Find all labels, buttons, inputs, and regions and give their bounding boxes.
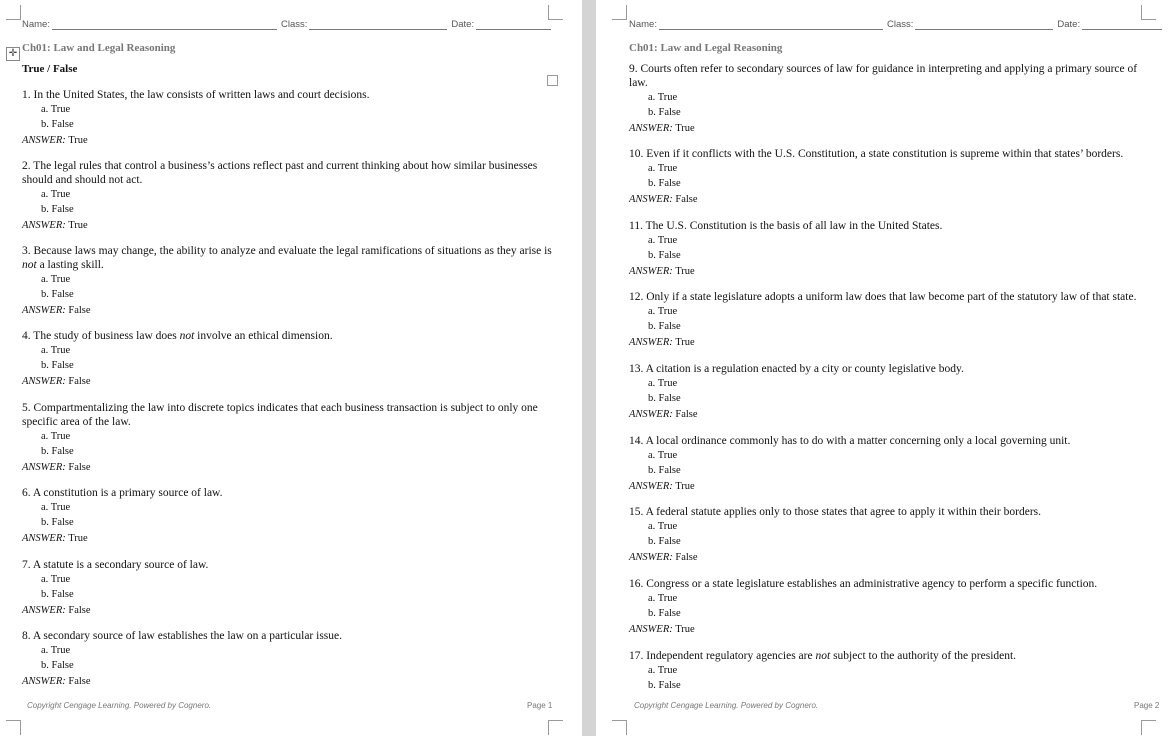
answer-line	[629, 407, 1149, 422]
answer-label: ANSWER:	[629, 266, 673, 277]
class-label: Class:	[886, 19, 914, 30]
question-body: A local ordinance commonly has to do with a matter concerning only a local governing unit.	[645, 435, 1071, 447]
question-text	[629, 505, 1149, 519]
answer-option: b. False	[41, 204, 74, 215]
name-line	[52, 17, 277, 30]
answer-option: b. False	[41, 289, 74, 300]
answer-option: b. False	[648, 250, 681, 261]
table-move-handle-icon[interactable]: ✛	[6, 47, 20, 61]
question-number: 6.	[22, 487, 31, 499]
answer-option: b. False	[648, 107, 681, 118]
question-item	[629, 649, 1149, 693]
answer-option: b. False	[41, 446, 74, 457]
question-text	[22, 629, 552, 643]
document-page-1[interactable]	[0, 0, 582, 736]
copyright-text: Copyright Cengage Learning. Powered by Cognero.	[27, 701, 212, 710]
answer-label: ANSWER:	[22, 533, 66, 544]
page-header	[629, 17, 1166, 30]
question-body-pre: The study of business law does	[33, 330, 180, 342]
question-item	[629, 147, 1149, 207]
answer-label: ANSWER:	[629, 552, 673, 563]
answer-option: a. True	[648, 235, 678, 246]
question-body: The U.S. Constitution is the basis of all law in the United States.	[645, 220, 943, 232]
question-item	[22, 401, 552, 475]
name-line	[659, 17, 883, 30]
page-gutter	[582, 0, 596, 736]
question-number: 11.	[629, 220, 643, 232]
question-emphasis: not	[22, 259, 37, 271]
question-text	[22, 558, 552, 572]
answer-option: b. False	[648, 321, 681, 332]
question-body-post: subject to the authority of the president.	[830, 650, 1017, 662]
question-item	[22, 329, 552, 389]
answer-line	[22, 303, 552, 318]
crop-mark	[612, 5, 627, 20]
footer-copyright	[634, 701, 818, 710]
question-emphasis: not	[815, 650, 831, 662]
question-number: 10.	[629, 148, 644, 160]
answer-option: b. False	[648, 536, 681, 547]
answer-value: True	[675, 266, 695, 277]
question-emphasis: not	[179, 330, 195, 342]
question-text	[629, 434, 1149, 448]
question-body: Only if a state legislature adopts a uniform law does that law become part of the statutory law of that state.	[646, 291, 1137, 303]
question-body: Courts often refer to secondary sources of law for guidance in interpreting and applying a primary source of law.	[629, 63, 1138, 89]
question-body-pre: Independent regulatory agencies are	[646, 650, 816, 662]
answer-label: ANSWER:	[22, 376, 66, 387]
question-item	[629, 434, 1149, 494]
crop-mark	[612, 720, 627, 735]
answer-option: a. True	[648, 521, 678, 532]
answer-line	[629, 264, 1149, 279]
document-page-2[interactable]	[596, 0, 1169, 736]
answer-option: a. True	[41, 104, 71, 115]
question-body: Compartmentalizing the law into discrete topics indicates that each business transaction is subject to only one specific area of the law.	[22, 402, 538, 428]
question-number: 13.	[629, 363, 644, 375]
chapter-title: Ch01: Law and Legal Reasoning	[629, 42, 783, 54]
question-text	[629, 290, 1149, 304]
answer-line	[22, 374, 552, 389]
crop-mark	[6, 5, 21, 20]
answer-value: False	[675, 194, 698, 205]
question-number: 16.	[629, 578, 644, 590]
answer-option: b. False	[648, 608, 681, 619]
question-item	[22, 159, 552, 233]
date-label: Date:	[451, 19, 475, 30]
answer-value: True	[675, 624, 695, 635]
answer-option: a. True	[648, 306, 678, 317]
answer-value: True	[68, 533, 88, 544]
answer-label: ANSWER:	[629, 409, 673, 420]
date-label: Date:	[1057, 19, 1081, 30]
answer-option: b. False	[41, 589, 74, 600]
question-number: 14.	[629, 435, 644, 447]
name-label: Name:	[22, 19, 50, 30]
answer-value: False	[68, 462, 91, 473]
answer-option: a. True	[648, 378, 678, 389]
question-text	[629, 649, 1149, 663]
page-number: Page 2	[1134, 701, 1160, 710]
answer-label: ANSWER:	[629, 337, 673, 348]
question-item	[629, 362, 1149, 422]
answer-value: True	[675, 481, 695, 492]
question-number: 2.	[22, 160, 31, 172]
question-number: 15.	[629, 506, 644, 518]
question-item	[22, 244, 552, 318]
question-body-post: a lasting skill.	[36, 259, 104, 271]
section-title: True / False	[22, 63, 78, 75]
question-text	[629, 62, 1149, 90]
answer-option: a. True	[648, 163, 678, 174]
question-body: In the United States, the law consists of written laws and court decisions.	[33, 89, 370, 101]
answer-value: False	[68, 676, 91, 687]
question-item	[22, 558, 552, 618]
answer-option: a. True	[41, 645, 71, 656]
question-text	[22, 401, 552, 429]
question-number: 7.	[22, 559, 31, 571]
name-label: Name:	[629, 19, 657, 30]
answer-option: a. True	[41, 574, 71, 585]
answer-option: b. False	[41, 360, 74, 371]
crop-mark	[6, 720, 21, 735]
answer-option: b. False	[41, 660, 74, 671]
question-body-pre: Because laws may change, the ability to analyze and evaluate the legal ramifications of situations as they arise is	[33, 245, 552, 257]
answer-label: ANSWER:	[22, 135, 66, 146]
answer-line	[629, 550, 1149, 565]
answer-value: True	[675, 337, 695, 348]
answer-value: False	[68, 605, 91, 616]
answer-value: False	[675, 409, 698, 420]
question-item	[22, 486, 552, 546]
answer-option: b. False	[648, 393, 681, 404]
answer-label: ANSWER:	[22, 676, 66, 687]
question-item	[629, 62, 1149, 136]
crop-mark	[1141, 720, 1156, 735]
question-body: The legal rules that control a business’s actions reflect past and current thinking about how similar businesses should and should not act.	[22, 160, 538, 186]
answer-line	[22, 133, 552, 148]
question-number: 12.	[629, 291, 644, 303]
answer-line	[629, 622, 1149, 637]
chapter-title: Ch01: Law and Legal Reasoning	[22, 42, 176, 54]
question-number: 9.	[629, 63, 638, 75]
class-label: Class:	[280, 19, 308, 30]
question-text	[22, 88, 552, 102]
class-line	[915, 17, 1053, 30]
answer-option: a. True	[41, 274, 71, 285]
answer-value: True	[675, 123, 695, 134]
crop-mark	[548, 720, 563, 735]
answer-line	[629, 192, 1149, 207]
answer-option: a. True	[648, 92, 678, 103]
question-number: 5.	[22, 402, 31, 414]
answer-option: b. False	[648, 680, 681, 691]
answer-label: ANSWER:	[22, 462, 66, 473]
answer-value: False	[68, 305, 91, 316]
answer-option: b. False	[648, 178, 681, 189]
answer-value: False	[675, 552, 698, 563]
page-header	[22, 17, 555, 30]
answer-line	[22, 531, 552, 546]
question-item	[629, 577, 1149, 637]
question-number: 17.	[629, 650, 644, 662]
question-body-post: involve an ethical dimension.	[194, 330, 333, 342]
answer-option: a. True	[648, 450, 678, 461]
question-body: A constitution is a primary source of law.	[32, 487, 223, 499]
date-line	[476, 17, 551, 30]
question-text	[22, 159, 552, 187]
answer-option: a. True	[41, 431, 71, 442]
answer-line	[22, 674, 552, 689]
table-resize-handle-icon[interactable]	[547, 75, 558, 86]
question-item	[22, 88, 552, 148]
page-number: Page 1	[527, 701, 553, 710]
answer-line	[629, 479, 1149, 494]
answer-value: True	[68, 220, 88, 231]
question-text	[629, 362, 1149, 376]
answer-option: a. True	[648, 665, 678, 676]
answer-label: ANSWER:	[22, 220, 66, 231]
answer-label: ANSWER:	[629, 624, 673, 635]
answer-label: ANSWER:	[22, 605, 66, 616]
answer-label: ANSWER:	[629, 194, 673, 205]
question-number: 4.	[22, 330, 31, 342]
answer-option: b. False	[41, 119, 74, 130]
question-body: Even if it conflicts with the U.S. Constitution, a state constitution is supreme within that states’ borders.	[646, 148, 1124, 160]
question-text	[22, 244, 552, 272]
answer-option: b. False	[648, 465, 681, 476]
answer-value: False	[68, 376, 91, 387]
question-body: A statute is a secondary source of law.	[32, 559, 209, 571]
class-line	[309, 17, 447, 30]
answer-line	[22, 603, 552, 618]
question-item	[22, 629, 552, 689]
question-text	[22, 329, 552, 343]
question-item	[629, 505, 1149, 565]
answer-line	[629, 335, 1149, 350]
question-body: A citation is a regulation enacted by a city or county legislative body.	[645, 363, 964, 375]
answer-option: a. True	[41, 189, 71, 200]
answer-option: a. True	[648, 593, 678, 604]
question-body: A federal statute applies only to those states that agree to apply it within their borders.	[645, 506, 1041, 518]
question-text	[629, 577, 1149, 591]
question-text	[629, 219, 1149, 233]
answer-label: ANSWER:	[629, 481, 673, 492]
date-line	[1082, 17, 1162, 30]
answer-label: ANSWER:	[629, 123, 673, 134]
answer-line	[22, 460, 552, 475]
answer-option: b. False	[41, 517, 74, 528]
question-text	[22, 486, 552, 500]
footer-copyright	[27, 701, 211, 710]
question-number: 1.	[22, 89, 31, 101]
question-number: 8.	[22, 630, 31, 642]
question-body: Congress or a state legislature establishes an administrative agency to perform a specific function.	[646, 578, 1098, 590]
question-body: A secondary source of law establishes the law on a particular issue.	[32, 630, 342, 642]
answer-label: ANSWER:	[22, 305, 66, 316]
answer-line	[629, 121, 1149, 136]
answer-line	[22, 218, 552, 233]
answer-value: True	[68, 135, 88, 146]
question-number: 3.	[22, 245, 31, 257]
answer-option: a. True	[41, 502, 71, 513]
copyright-text: Copyright Cengage Learning. Powered by Cognero.	[634, 701, 819, 710]
question-item	[629, 290, 1149, 350]
question-text	[629, 147, 1149, 161]
question-item	[629, 219, 1149, 279]
answer-option: a. True	[41, 345, 71, 356]
